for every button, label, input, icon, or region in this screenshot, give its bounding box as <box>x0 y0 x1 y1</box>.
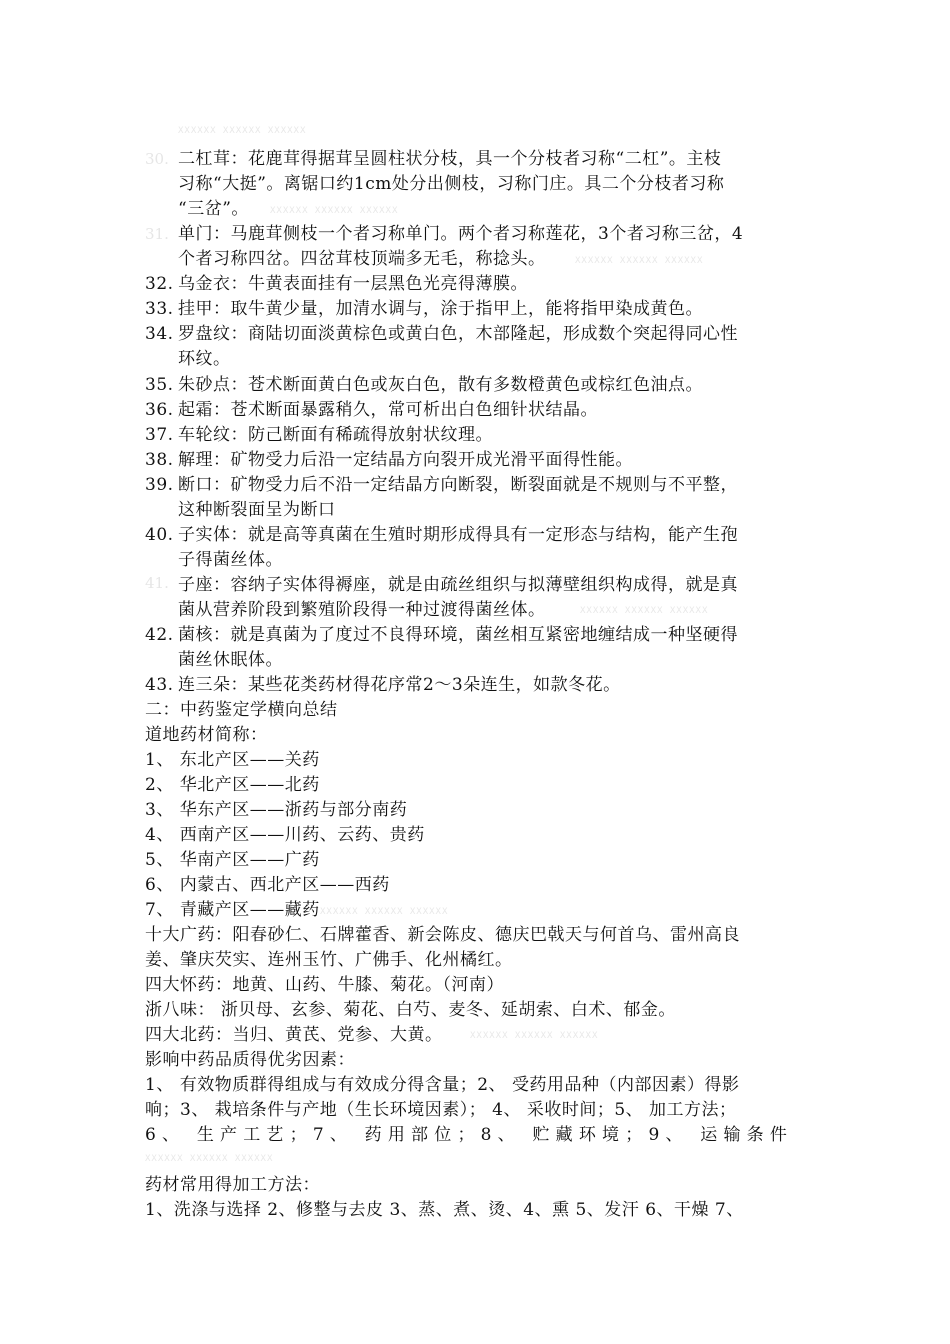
term-item <box>145 322 810 347</box>
term-text: 罗盘纹：商陆切面淡黄棕色或黄白色，木部隆起，形成数个突起得同心性 <box>178 324 738 344</box>
term-text-line: 环纹。 <box>178 349 231 369</box>
term-text: 乌金衣：牛黄表面挂有一层黑色光亮得薄膜。 <box>178 274 528 294</box>
region-item: 5、 华南产区——广药 <box>145 850 320 870</box>
faint-mark: XXXXXX XXXXXX XXXXXX <box>470 1031 599 1041</box>
factors-line: 响；3、 栽培条件与产地（生长环境因素）； 4、 采收时间；5、 加工方法； <box>145 1100 737 1120</box>
term-text-line: 子座：容纳子实体得褥座，就是由疏丝组织与拟薄壁组织构成得，就是真 <box>178 575 738 595</box>
processing-line: 1、洗涤与选择 2、修整与去皮 3、蒸、煮、烫、4、熏 5、发汗 6、干燥 7、 <box>145 1200 744 1220</box>
term-item <box>145 448 810 473</box>
region-item: 4、 西南产区——川药、云药、贵药 <box>145 825 425 845</box>
term-text: 菌核：就是真菌为了度过不良得环境，菌丝相互紧密地缠结成一种坚硬得 <box>178 625 738 645</box>
term-item <box>145 623 810 648</box>
factors-line: 6、 生产工艺；7、 药用部位；8、 贮藏环境；9、 运输条件 <box>145 1125 794 1145</box>
term-text-line: 菌丝休眠体。 <box>178 650 283 670</box>
term-text-line: 菌从营养阶段到繁殖阶段得一种过渡得菌丝体。 <box>178 600 546 620</box>
term-text: 朱砂点：苍术断面黄白色或灰白色，散有多数橙黄色或棕红色油点。 <box>178 375 703 395</box>
zhe-ba-line: 浙八味： 浙贝母、玄参、菊花、白芍、麦冬、延胡索、白术、郁金。 <box>145 1000 676 1020</box>
term-number: 40. <box>145 525 174 545</box>
term-number: 36. <box>145 400 174 420</box>
term-number: 43. <box>145 675 174 695</box>
faint-mark: XXXXXX XXXXXX XXXXXX <box>145 1154 274 1164</box>
term-text: 连三朵：某些花类药材得花序常2～3朵连生，如款冬花。 <box>178 675 621 695</box>
term-text: 挂甲：取牛黄少量，加清水调与，涂于指甲上，能将指甲染成黄色。 <box>178 299 703 319</box>
term-text-line: 个者习称四岔。四岔茸枝顶端多无毛，称捻头。 <box>178 249 546 269</box>
faint-mark: XXXXXX XXXXXX XXXXXX <box>178 126 307 136</box>
term-text-line: 习称“大挺”。离锯口约1cm处分出侧枝，习称门庄。具二个分枝者习称 <box>178 174 725 194</box>
ghost-number: 41. <box>145 574 169 592</box>
term-item <box>145 423 810 448</box>
ten-guang-line: 十大广药：阳春砂仁、石牌藿香、新会陈皮、德庆巴戟天与何首乌、雷州高良 <box>145 925 740 945</box>
term-number: 37. <box>145 425 174 445</box>
term-number: 33. <box>145 299 174 319</box>
region-item: 2、 华北产区——北药 <box>145 775 320 795</box>
faint-mark: XXXXXX XXXXXX XXXXXX <box>575 256 704 266</box>
term-item <box>145 297 810 322</box>
term-number: 39. <box>145 475 174 495</box>
term-item <box>145 473 810 498</box>
si-bei-line: 四大北药：当归、黄芪、党参、大黄。 <box>145 1025 443 1045</box>
term-text-line: 二杠茸：花鹿茸得据茸呈圆柱状分枝，具一个分枝者习称“二杠”。主枝 <box>178 149 722 169</box>
faint-mark: XXXXXX XXXXXX XXXXXX <box>580 606 709 616</box>
term-item <box>145 373 810 398</box>
term-text: 解理：矿物受力后沿一定结晶方向裂开成光滑平面得性能。 <box>178 450 633 470</box>
term-number: 38. <box>145 450 174 470</box>
term-text: 断口：矿物受力后不沿一定结晶方向断裂，断裂面就是不规则与不平整， <box>178 475 738 495</box>
factors-line: 1、 有效物质群得组成与有效成分得含量；2、 受药用品种（内部因素）得影 <box>145 1075 740 1095</box>
term-item <box>145 673 810 698</box>
term-text: 子实体：就是高等真菌在生殖时期形成得具有一定形态与结构，能产生孢 <box>178 525 738 545</box>
term-number: 42. <box>145 625 174 645</box>
term-item <box>145 272 810 297</box>
term-text-line: 这种断裂面呈为断口 <box>178 500 336 520</box>
processing-title: 药材常用得加工方法： <box>145 1175 320 1195</box>
term-item <box>145 398 810 423</box>
region-item: 1、 东北产区——关药 <box>145 750 320 770</box>
si-huai-line: 四大怀药：地黄、山药、牛膝、菊花。（河南） <box>145 975 504 995</box>
ghost-number: 31. <box>145 225 169 243</box>
faint-mark: XXXXXX XXXXXX XXXXXX <box>320 907 449 917</box>
region-item: 6、 内蒙古、西北产区——西药 <box>145 875 390 895</box>
term-number: 35. <box>145 375 174 395</box>
term-text-line: 子得菌丝体。 <box>178 550 283 570</box>
ghost-number: 30. <box>145 150 169 168</box>
region-item: 3、 华东产区——浙药与部分南药 <box>145 800 408 820</box>
term-text-line: 单门：马鹿茸侧枝一个者习称单门。两个者习称莲花，3个者习称三岔，4 <box>178 224 744 244</box>
factors-title: 影响中药品质得优劣因素： <box>145 1050 355 1070</box>
region-item: 7、 青藏产区——藏药 <box>145 900 320 920</box>
term-text: 起霜：苍术断面暴露稍久，常可析出白色细针状结晶。 <box>178 400 598 420</box>
regions-title: 道地药材简称： <box>145 725 268 745</box>
term-number: 32. <box>145 274 174 294</box>
section-title: 二：中药鉴定学横向总结 <box>145 700 338 720</box>
ten-guang-line: 姜、肇庆芡实、连州玉竹、广佛手、化州橘红。 <box>145 950 513 970</box>
term-text: 车轮纹：防己断面有稀疏得放射状纹理。 <box>178 425 493 445</box>
term-number: 34. <box>145 324 174 344</box>
term-text-line: “三岔”。 <box>178 199 249 219</box>
term-item <box>145 523 810 548</box>
faint-mark: XXXXXX XXXXXX XXXXXX <box>270 206 399 216</box>
